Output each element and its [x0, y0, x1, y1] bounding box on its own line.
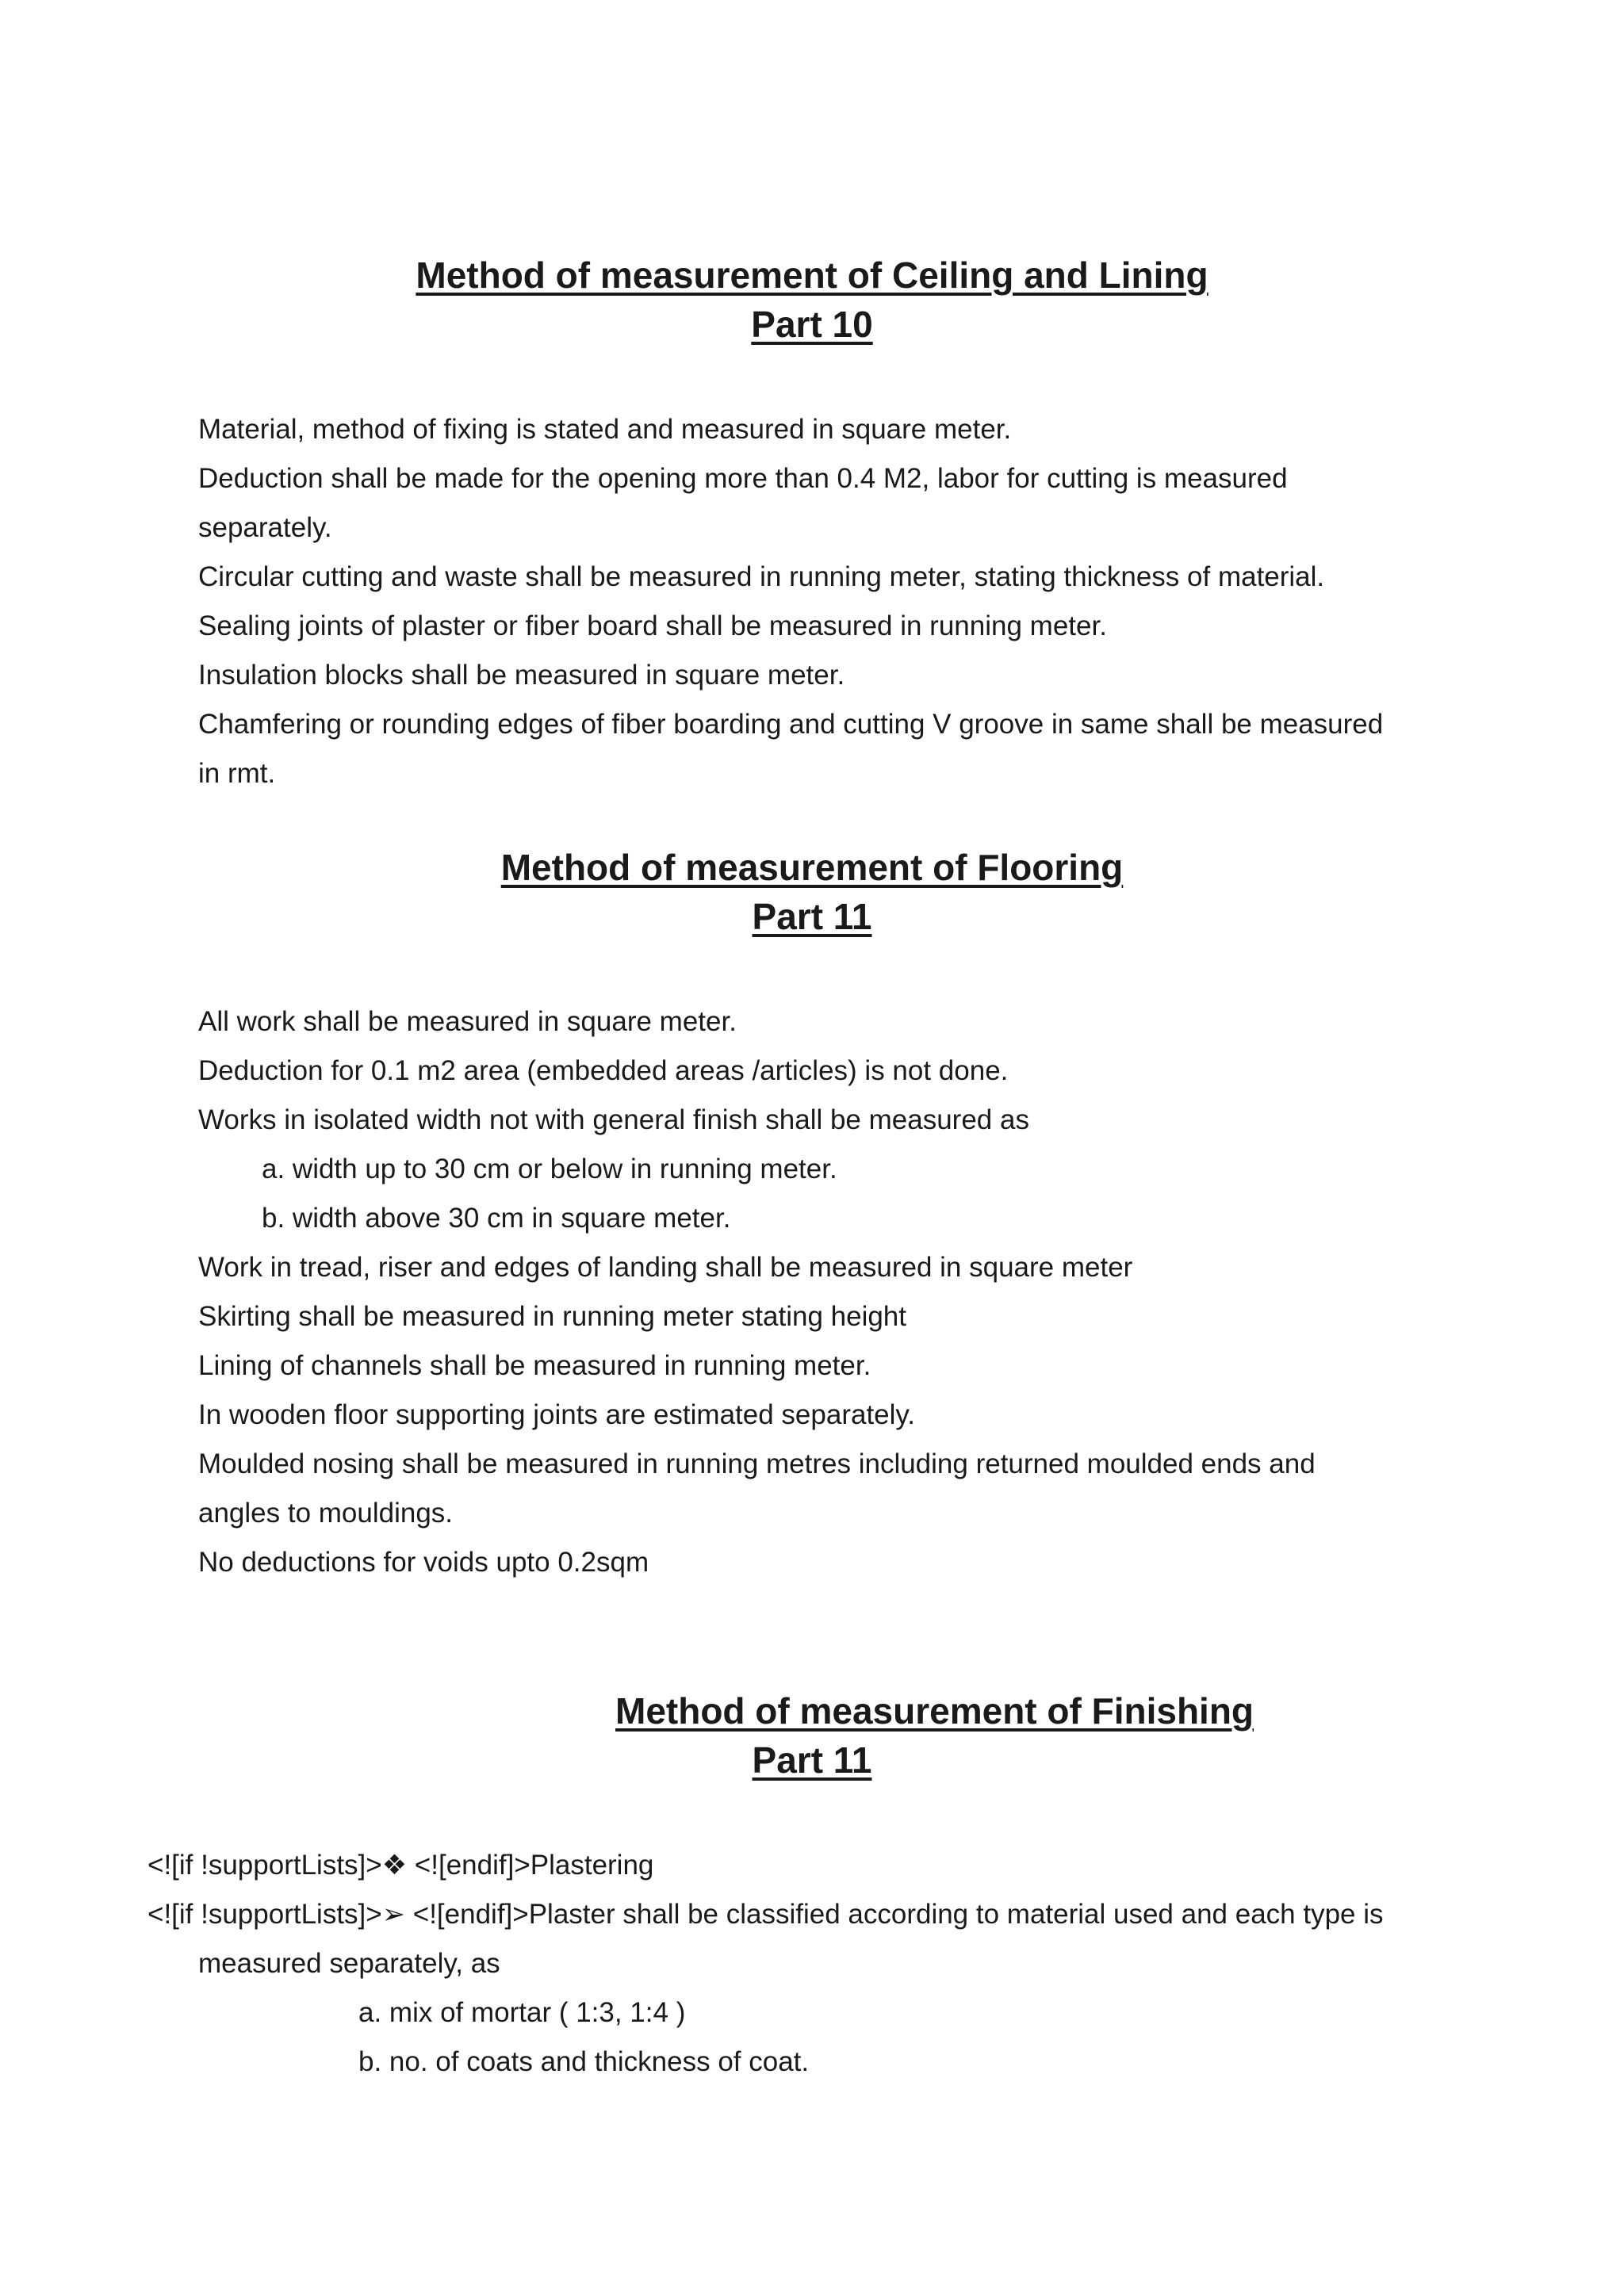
finishing-subitem-b: b. no. of coats and thickness of coat.: [358, 2046, 810, 2077]
ceiling-line-5: Sealing joints of plaster or fiber board shall be measured in running meter.: [198, 610, 1107, 641]
flooring-line-6: Work in tread, riser and edges of landing shall be measured in square meter: [198, 1252, 1133, 1283]
flooring-subitem-a: a. width up to 30 cm or below in running meter.: [262, 1154, 837, 1184]
flooring-line-12: No deductions for voids upto 0.2sqm: [198, 1547, 649, 1578]
finishing-bullet-classification: <![if !supportLists]>➢ <![endif]>Plaster shall be classified according to material used and each type is: [147, 1899, 1384, 1930]
ceiling-line-7: Chamfering or rounding edges of fiber boarding and cutting V groove in same shall be measured: [198, 709, 1384, 740]
flooring-section-part: Part 11: [752, 896, 872, 937]
ceiling-section-title: Method of measurement of Ceiling and Lining: [416, 254, 1208, 296]
flooring-line-3: Works in isolated width not with general finish shall be measured as: [198, 1104, 1029, 1135]
finishing-subitem-a: a. mix of mortar ( 1:3, 1:4 ): [358, 1997, 686, 2028]
flooring-line-7: Skirting shall be measured in running meter stating height: [198, 1301, 906, 1332]
ceiling-line-4: Circular cutting and waste shall be measured in running meter, stating thickness of material.: [198, 561, 1325, 592]
flooring-subitem-b: b. width above 30 cm in square meter.: [262, 1203, 731, 1234]
finishing-line-continuation: measured separately, as: [198, 1948, 500, 1979]
ceiling-line-3: separately.: [198, 512, 332, 543]
ceiling-line-8: in rmt.: [198, 758, 276, 789]
finishing-section-title: Method of measurement of Finishing: [615, 1690, 1254, 1732]
flooring-line-9: In wooden floor supporting joints are estimated separately.: [198, 1399, 916, 1430]
flooring-line-8: Lining of channels shall be measured in running meter.: [198, 1350, 871, 1381]
ceiling-line-2: Deduction shall be made for the opening more than 0.4 M2, labor for cutting is measured: [198, 463, 1288, 494]
flooring-line-1: All work shall be measured in square meter.: [198, 1006, 737, 1037]
ceiling-section-part: Part 10: [751, 304, 873, 345]
flooring-line-11: angles to mouldings.: [198, 1498, 454, 1529]
ceiling-line-1: Material, method of fixing is stated and measured in square meter.: [198, 414, 1012, 445]
flooring-line-2: Deduction for 0.1 m2 area (embedded areas /articles) is not done.: [198, 1055, 1009, 1086]
finishing-bullet-plastering: <![if !supportLists]>❖ <![endif]>Plastering: [147, 1850, 654, 1881]
flooring-line-10: Moulded nosing shall be measured in running metres including returned moulded ends and: [198, 1448, 1316, 1479]
finishing-section-part: Part 11: [752, 1739, 872, 1781]
flooring-section-title: Method of measurement of Flooring: [500, 847, 1124, 888]
ceiling-line-6: Insulation blocks shall be measured in square meter.: [198, 660, 845, 691]
